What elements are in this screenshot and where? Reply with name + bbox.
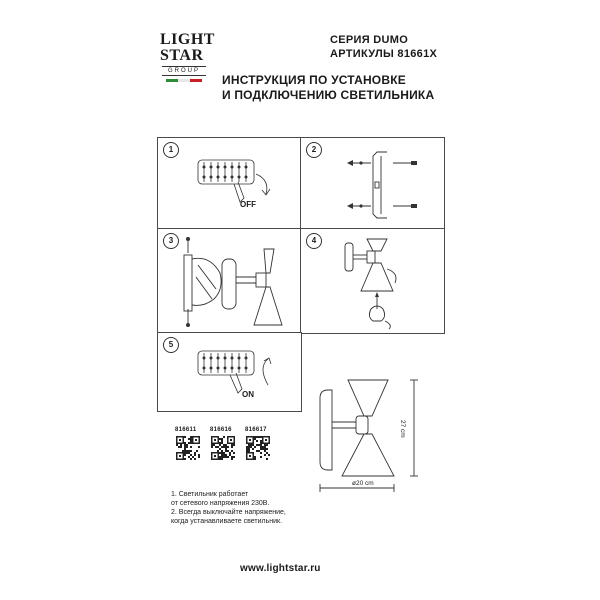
dimension-drawing <box>310 366 445 498</box>
step-panel-5 <box>157 332 302 412</box>
off-label: OFF <box>240 200 256 209</box>
switch-on-illustration <box>158 333 301 411</box>
logo-text-star: STAR <box>160 47 204 64</box>
wiring-connection-illustration <box>158 229 301 333</box>
step-number-3: 3 <box>163 233 179 249</box>
step-panel-4 <box>300 228 445 334</box>
note-2-line1: 2. Всегда выключайте напряжение, <box>171 509 286 516</box>
step-number-2: 2 <box>306 142 322 158</box>
qr-code-3[interactable] <box>246 436 270 460</box>
articles-title: АРТИКУЛЫ 81661X <box>330 48 438 60</box>
switch-off-illustration <box>158 138 301 229</box>
mounting-bracket-illustration <box>301 138 444 229</box>
on-label: ON <box>242 390 254 399</box>
width-dimension-label: ø20 cm <box>352 480 374 487</box>
lamp-assembly-illustration <box>301 229 444 333</box>
qr-label-2: 816616 <box>210 427 232 433</box>
italian-flag-icon <box>166 79 202 82</box>
qr-code-1[interactable] <box>176 436 200 460</box>
qr-code-2[interactable] <box>211 436 235 460</box>
note-2-line2: когда устанавливаете светильник. <box>171 518 283 525</box>
qr-label-3: 816617 <box>245 427 267 433</box>
website-link[interactable]: www.lightstar.ru <box>240 563 321 574</box>
height-dimension-label: 27 cm <box>399 420 406 438</box>
series-title: СЕРИЯ DUMO <box>330 34 409 46</box>
qr-label-1: 816611 <box>175 427 197 433</box>
step-number-4: 4 <box>306 233 322 249</box>
logo-text-group: GROUP <box>162 66 206 76</box>
lightstar-logo <box>160 31 215 92</box>
step-panel-2 <box>300 137 445 230</box>
step-number-1: 1 <box>163 142 179 158</box>
step-panel-3 <box>157 228 302 334</box>
step-panel-1 <box>157 137 302 230</box>
note-1-line1: 1. Светильник работает <box>171 491 249 498</box>
note-1-line2: от сетевого напряжения 230В. <box>171 500 270 507</box>
logo-text-light: LIGHT <box>160 31 215 48</box>
step-number-5: 5 <box>163 337 179 353</box>
instruction-title-line1: ИНСТРУКЦИЯ ПО УСТАНОВКЕ <box>222 73 406 87</box>
instruction-title-line2: И ПОДКЛЮЧЕНИЮ СВЕТИЛЬНИКА <box>222 88 435 102</box>
